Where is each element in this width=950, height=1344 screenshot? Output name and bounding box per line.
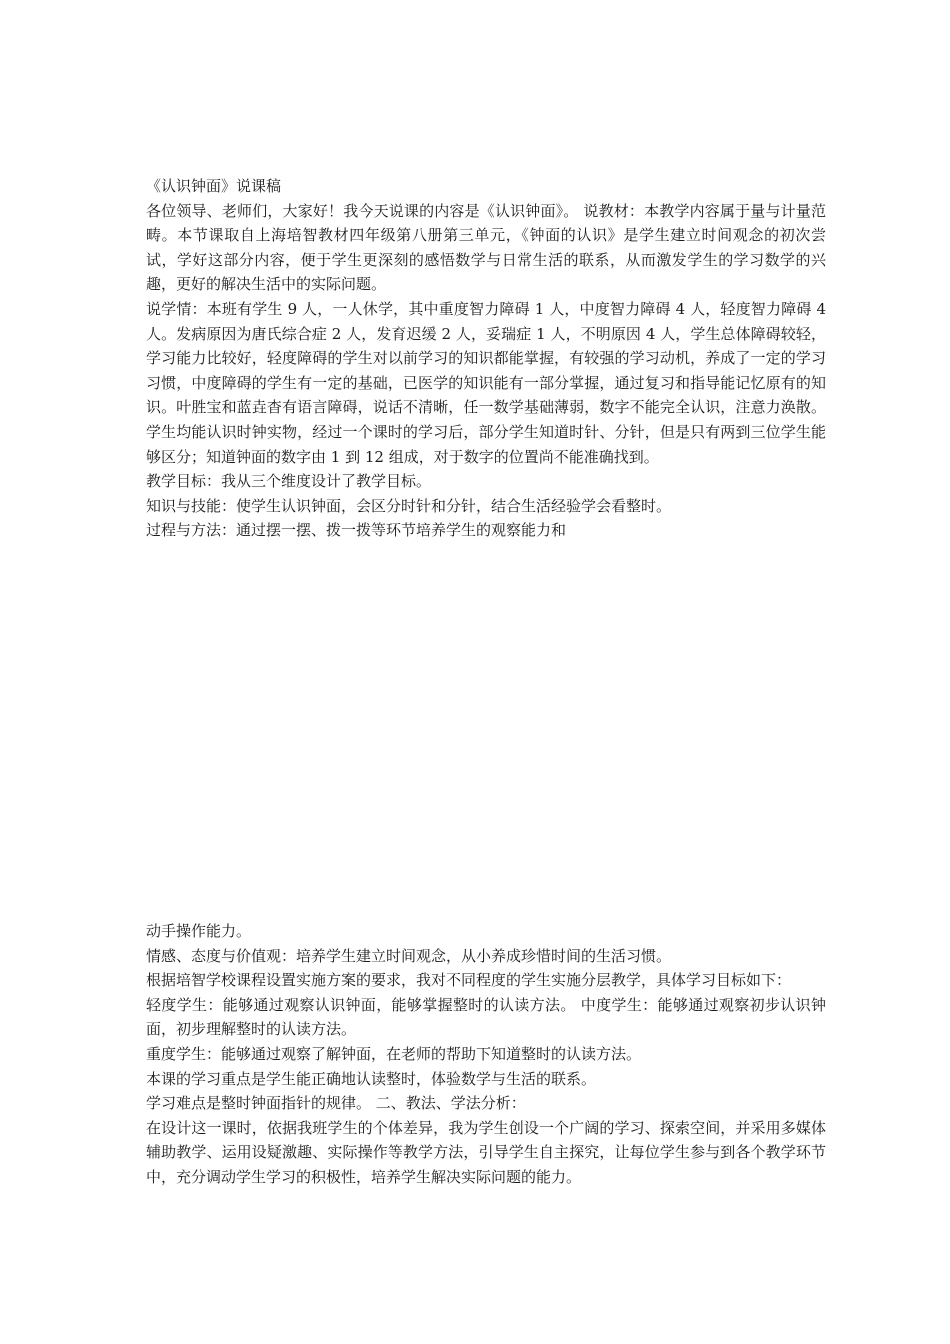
paragraph: 教学目标：我从三个维度设计了教学目标。 <box>146 472 432 491</box>
paragraph: 本课的学习重点是学生能正确地认读整时，体验数学与生活的联系。 <box>146 1069 597 1088</box>
paragraph: 动手操作能力。 <box>146 922 252 940</box>
document-body-top <box>146 174 826 543</box>
paragraph: 情感、态度与价值观：培养学生建立时间观念，从小养成珍惜时间的生活习惯。 <box>146 946 672 965</box>
paragraph: 各位领导、老师们，大家好！我今天说课的内容是《认识钟面》。 说教材：本教学内容属于量与计量范畴。本节课取自上海培智教材四年级第八册第三单元，《钟面的认识》是学生建立时间观念的初次尝试，学好这部分内容，便于学生更深刻的感悟数学与日常生活的联系，从而激发学生的学习数学的兴趣，更好的解决生活中的实际问题。 <box>146 201 826 294</box>
paragraph: 过程与方法：通过摆一摆、拨一拨等环节培养学生的观察能力和 <box>146 521 567 540</box>
paragraph: 重度学生：能够通过观察了解钟面，在老师的帮助下知道整时的认读方法。 <box>146 1044 642 1063</box>
paragraph: 知识与技能：使学生认识钟面，会区分时针和分针，结合生活经验学会看整时。 <box>146 496 672 515</box>
paragraph: 在设计这一课时，依据我班学生的个体差异，我为学生创设一个广阔的学习、探索空间，并采用多媒体辅助教学、运用设疑激趣、实际操作等教学方法，引导学生自主探究，让每位学生参与到各个教学环节中，充分调动学生学习的积极性，培养学生解决实际问题的能力。 <box>146 1118 826 1186</box>
document-title: 《认识钟面》说课稿 <box>146 177 282 195</box>
paragraph: 根据培智学校课程设置实施方案的要求，我对不同程度的学生实施分层教学，具体学习目标如下： <box>146 971 792 990</box>
paragraph: 学习难点是整时钟面指针的规律。 二、教法、学法分析： <box>146 1094 526 1113</box>
document-body-bottom <box>146 919 826 1190</box>
paragraph: 轻度学生：能够通过观察认识钟面，能够掌握整时的认读方法。 中度学生：能够通过观察初步认识钟面，初步理解整时的认读方法。 <box>146 995 826 1039</box>
paragraph: 说学情：本班有学生 9 人，一人休学，其中重度智力障碍 1 人，中度智力障碍 4 人，轻度智力障碍 4 人。发病原因为唐氏综合症 2 人，发育迟缓 2 人，妥瑞症 1 人，不明原因 4 人，学生总体障碍较轻，学习能力比较好，轻度障碍的学生对以前学习的知识都能掌握，有较强的学习动机，养成了一定的学习习惯，中度障碍的学生有一定的基础，已医学的知识能有一部分掌握，通过复习和指导能记忆原有的知识。叶胜宝和蓝垚杳有语言障碍，说话不清晰，任一数学基础薄弱，数字不能完全认识，注意力涣散。学生均能认识时钟实物，经过一个课时的学习后，部分学生知道时针、分针，但是只有两到三位学生能够区分；知道钟面的数字由 1 到 12 组成，对于数字的位置尚不能准确找到。 <box>146 299 826 466</box>
